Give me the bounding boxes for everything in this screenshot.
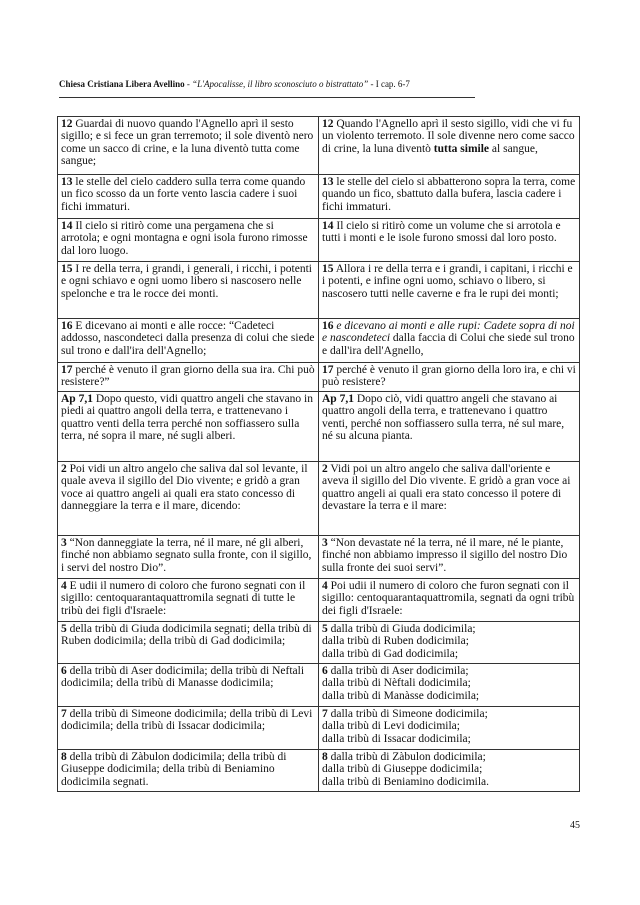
table-row [58,175,580,219]
verse-line: dalla tribù di Issacar dodicimila; [322,732,471,745]
verse-line: dalla tribù di Zàbulon dodicimila; [327,751,486,763]
header-rule [59,97,475,98]
verse-text: “Non danneggiate la terra, né il mare, né gli alberi, finché non abbiamo segnato sulla fronte, con il sigillo, i servi del nostro Dio”. [61,537,312,574]
verse-text: Poi udii il numero di coloro che furon segnati con il sigillo: centoquarantaquattromila, segnati da ogni tribù dei figli d'Israele: [322,580,575,617]
verse-number: 15 [322,263,334,275]
table-row [58,392,580,462]
left-translation-cell [58,462,319,536]
verse-text: Allora i re della terra e i grandi, i capitani, i ricchi e i potenti, e infine ogni uomo, schiavo o libero, si nascosero tutti nelle caverne e fra le rupi dei monti; [322,263,573,300]
header-organization: Chiesa Cristiana Libera Avellino [59,79,185,89]
verse-number: 3 [322,537,328,549]
verse-text: Guardai di nuovo quando l'Agnello aprì il sesto sigillo; e si fece un gran terremoto; il sole diventò nero come un sacco di crine, e la luna diventò tutta come sangue; [61,118,314,168]
right-translation-cell [319,392,580,462]
verse-text: della tribù di Zàbulon dodicimila; della tribù di Giuseppe dodicimila; della tribù di Beniamino dodicimila segnati. [61,751,287,788]
right-translation-cell [319,579,580,622]
left-translation-cell [58,117,319,175]
verse-number: 6 [61,665,67,677]
verse-text: della tribù di Aser dodicimila; della tribù di Neftali dodicimila; della tribù di Manasse dodicimila; [61,665,305,690]
verse-line: dalla tribù di Ruben dodicimila; [322,635,469,648]
verse-text: della tribù di Giuda dodicimila segnati; della tribù di Ruben dodicimila; della tribù di Gad dodicimila; [61,623,312,648]
left-translation-cell [58,579,319,622]
verse-text: dalla faccia di Colui che siede sul trono e dall'ira dell'Agnello, [322,332,575,357]
table-row [58,262,580,319]
right-translation-cell [319,175,580,219]
verse-number: Ap 7,1 [61,393,93,405]
verse-text: Vidi poi un altro angelo che saliva dall'oriente e aveva il sigillo del Dio vivente. E gridò a gran voce ai quattro angeli ai quali era stato concesso il potere di devastare la terra e il mare: [322,463,571,513]
verse-number: 13 [61,176,73,188]
verse-number: 8 [322,751,328,763]
table-row [58,319,580,363]
right-translation-cell [319,536,580,579]
right-translation-cell [319,319,580,363]
verse-number: 4 [61,580,67,592]
verse-text: Dopo questo, vidi quattro angeli che stavano in piedi ai quattro angoli della terra, e trattenevano i quattro venti della terra perché non soffiassero sulla terra, né sopra il mare, né sugli alberi. [61,393,314,443]
verse-number: 12 [322,118,334,130]
verse-line: dalla tribù di Manàsse dodicimila; [322,689,480,702]
table-row [58,536,580,579]
table-row [58,664,580,707]
verse-text: le stelle del cielo si abbatterono sopra la terra, come quando un fico, sbattuto dalla bufera, lascia cadere i fichi immaturi. [322,176,576,213]
verse-line: dalla tribù di Beniamino dodicimila. [322,775,490,788]
verse-text-end: al sangue, [489,142,538,155]
header-chapter: - I cap. 6-7 [368,79,410,89]
verse-number: 2 [61,463,67,475]
verse-number: 16 [322,320,334,332]
table-row [58,750,580,792]
verse-number: 17 [61,364,73,376]
verse-text: “Non devastate né la terra, né il mare, né le piante, finché non abbiamo impresso il sigillo del nostro Dio sulla fronte dei suoi servi”. [322,537,568,574]
verse-line: dalla tribù di Aser dodicimila; [327,665,469,677]
left-translation-cell [58,262,319,319]
table-row [58,622,580,664]
verse-number: 8 [61,751,67,763]
verse-number: 7 [61,708,67,720]
verse-text: della tribù di Simeone dodicimila; della tribù di Levi dodicimila; della tribù di Issacar dodicimila; [61,708,313,733]
verse-line: dalla tribù di Giuseppe dodicimila; [322,763,483,776]
verse-text: E udii il numero di coloro che furono segnati con il sigillo: centoquarantaquattromila segnati di tutte le tribù dei figli d'Israele: [61,580,306,617]
table-row [58,219,580,262]
right-translation-cell [319,363,580,392]
header-separator: - [184,79,193,89]
verse-text: Il cielo si ritirò come una pergamena che si arrotola; e ogni montagna e ogni isola furono rimosse dal loro luogo. [61,220,308,257]
verse-number: 12 [61,118,73,130]
verse-number: 17 [322,364,334,376]
right-translation-cell [319,622,580,664]
verse-number: 14 [322,220,334,232]
right-translation-cell [319,707,580,750]
verse-line: dalla tribù di Levi dodicimila; [322,720,460,733]
right-translation-cell [319,462,580,536]
right-translation-cell [319,219,580,262]
page-number: 45 [570,820,580,831]
verse-line: dalla tribù di Simeone dodicimila; [327,708,488,720]
verse-number: 5 [61,623,67,635]
left-translation-cell [58,175,319,219]
verse-text: E dicevano ai monti e alle rocce: “Cadeteci addosso, nascondeteci dalla presenza di colui che siede sul trono e dall'ira dell'Agnello; [61,320,315,357]
left-translation-cell [58,664,319,707]
verse-line: dalla tribù di Gad dodicimila; [322,647,459,660]
verse-comparison-table [57,116,580,792]
verse-number: 4 [322,580,328,592]
verse-number: 13 [322,176,334,188]
verse-line: dalla tribù di Nèftali dodicimila; [322,677,471,690]
verse-number: Ap 7,1 [322,393,354,405]
verse-number: 14 [61,220,73,232]
table-row [58,363,580,392]
table-row [58,707,580,750]
verse-line: dalla tribù di Giuda dodicimila; [327,623,476,635]
verse-text: I re della terra, i grandi, i generali, i ricchi, i potenti e ogni schiavo e ogni uomo libero si nascosero nelle spelonche e tra le rocce dei monti. [61,263,312,300]
table-row [58,117,580,175]
right-translation-cell [319,750,580,792]
left-translation-cell [58,219,319,262]
verse-number: 15 [61,263,73,275]
verse-number: 6 [322,665,328,677]
left-translation-cell [58,707,319,750]
verse-number: 16 [61,320,73,332]
verse-number: 5 [322,623,328,635]
verse-text: perché è venuto il gran giorno della sua ira. Chi può resistere?” [61,364,315,389]
verse-number: 2 [322,463,328,475]
verse-text: perché è venuto il gran giorno della loro ira, e chi vi può resistere? [322,364,576,389]
verse-number: 3 [61,537,67,549]
left-translation-cell [58,750,319,792]
verse-text: Dopo ciò, vidi quattro angeli che stavano ai quattro angoli della terra, e trattenevano i quattro venti, perché non soffiassero sulla terra, né sul mare, né su alcuna pianta. [322,393,565,443]
running-header [59,79,579,90]
verse-number: 7 [322,708,328,720]
right-translation-cell [319,262,580,319]
left-translation-cell [58,622,319,664]
header-book-title: “L'Apocalisse, il libro sconosciuto o bistrattato” [192,79,369,89]
verse-text: le stelle del cielo caddero sulla terra come quando un fico scosso da un forte vento lascia cadere i suoi fichi immaturi. [61,176,306,213]
left-translation-cell [58,392,319,462]
left-translation-cell [58,536,319,579]
verse-text: Quando l'Agnello aprì il sesto sigillo, vidi che vi fu un violento terremoto. Il sole divenne nero come sacco di crine, la luna diventò [322,118,575,155]
left-translation-cell [58,319,319,363]
italic-text: e dicevano ai monti e alle rupi: Cadete sopra di noi e nascondeteci [322,320,575,345]
left-translation-cell [58,363,319,392]
right-translation-cell [319,664,580,707]
table-row [58,579,580,622]
right-translation-cell [319,117,580,175]
verse-text: Il cielo si ritirò come un volume che si arrotola e tutti i monti e le isole furono smossi dal loro posto. [322,220,561,245]
verse-text: Poi vidi un altro angelo che saliva dal sol levante, il quale aveva il sigillo del Dio vivente; e gridò a gran voce ai quattro angeli ai quali era stato concesso di danneggiare la terra e il mare, dicendo: [61,463,308,513]
table-row [58,462,580,536]
emphasized-text: tutta simile [433,142,490,155]
